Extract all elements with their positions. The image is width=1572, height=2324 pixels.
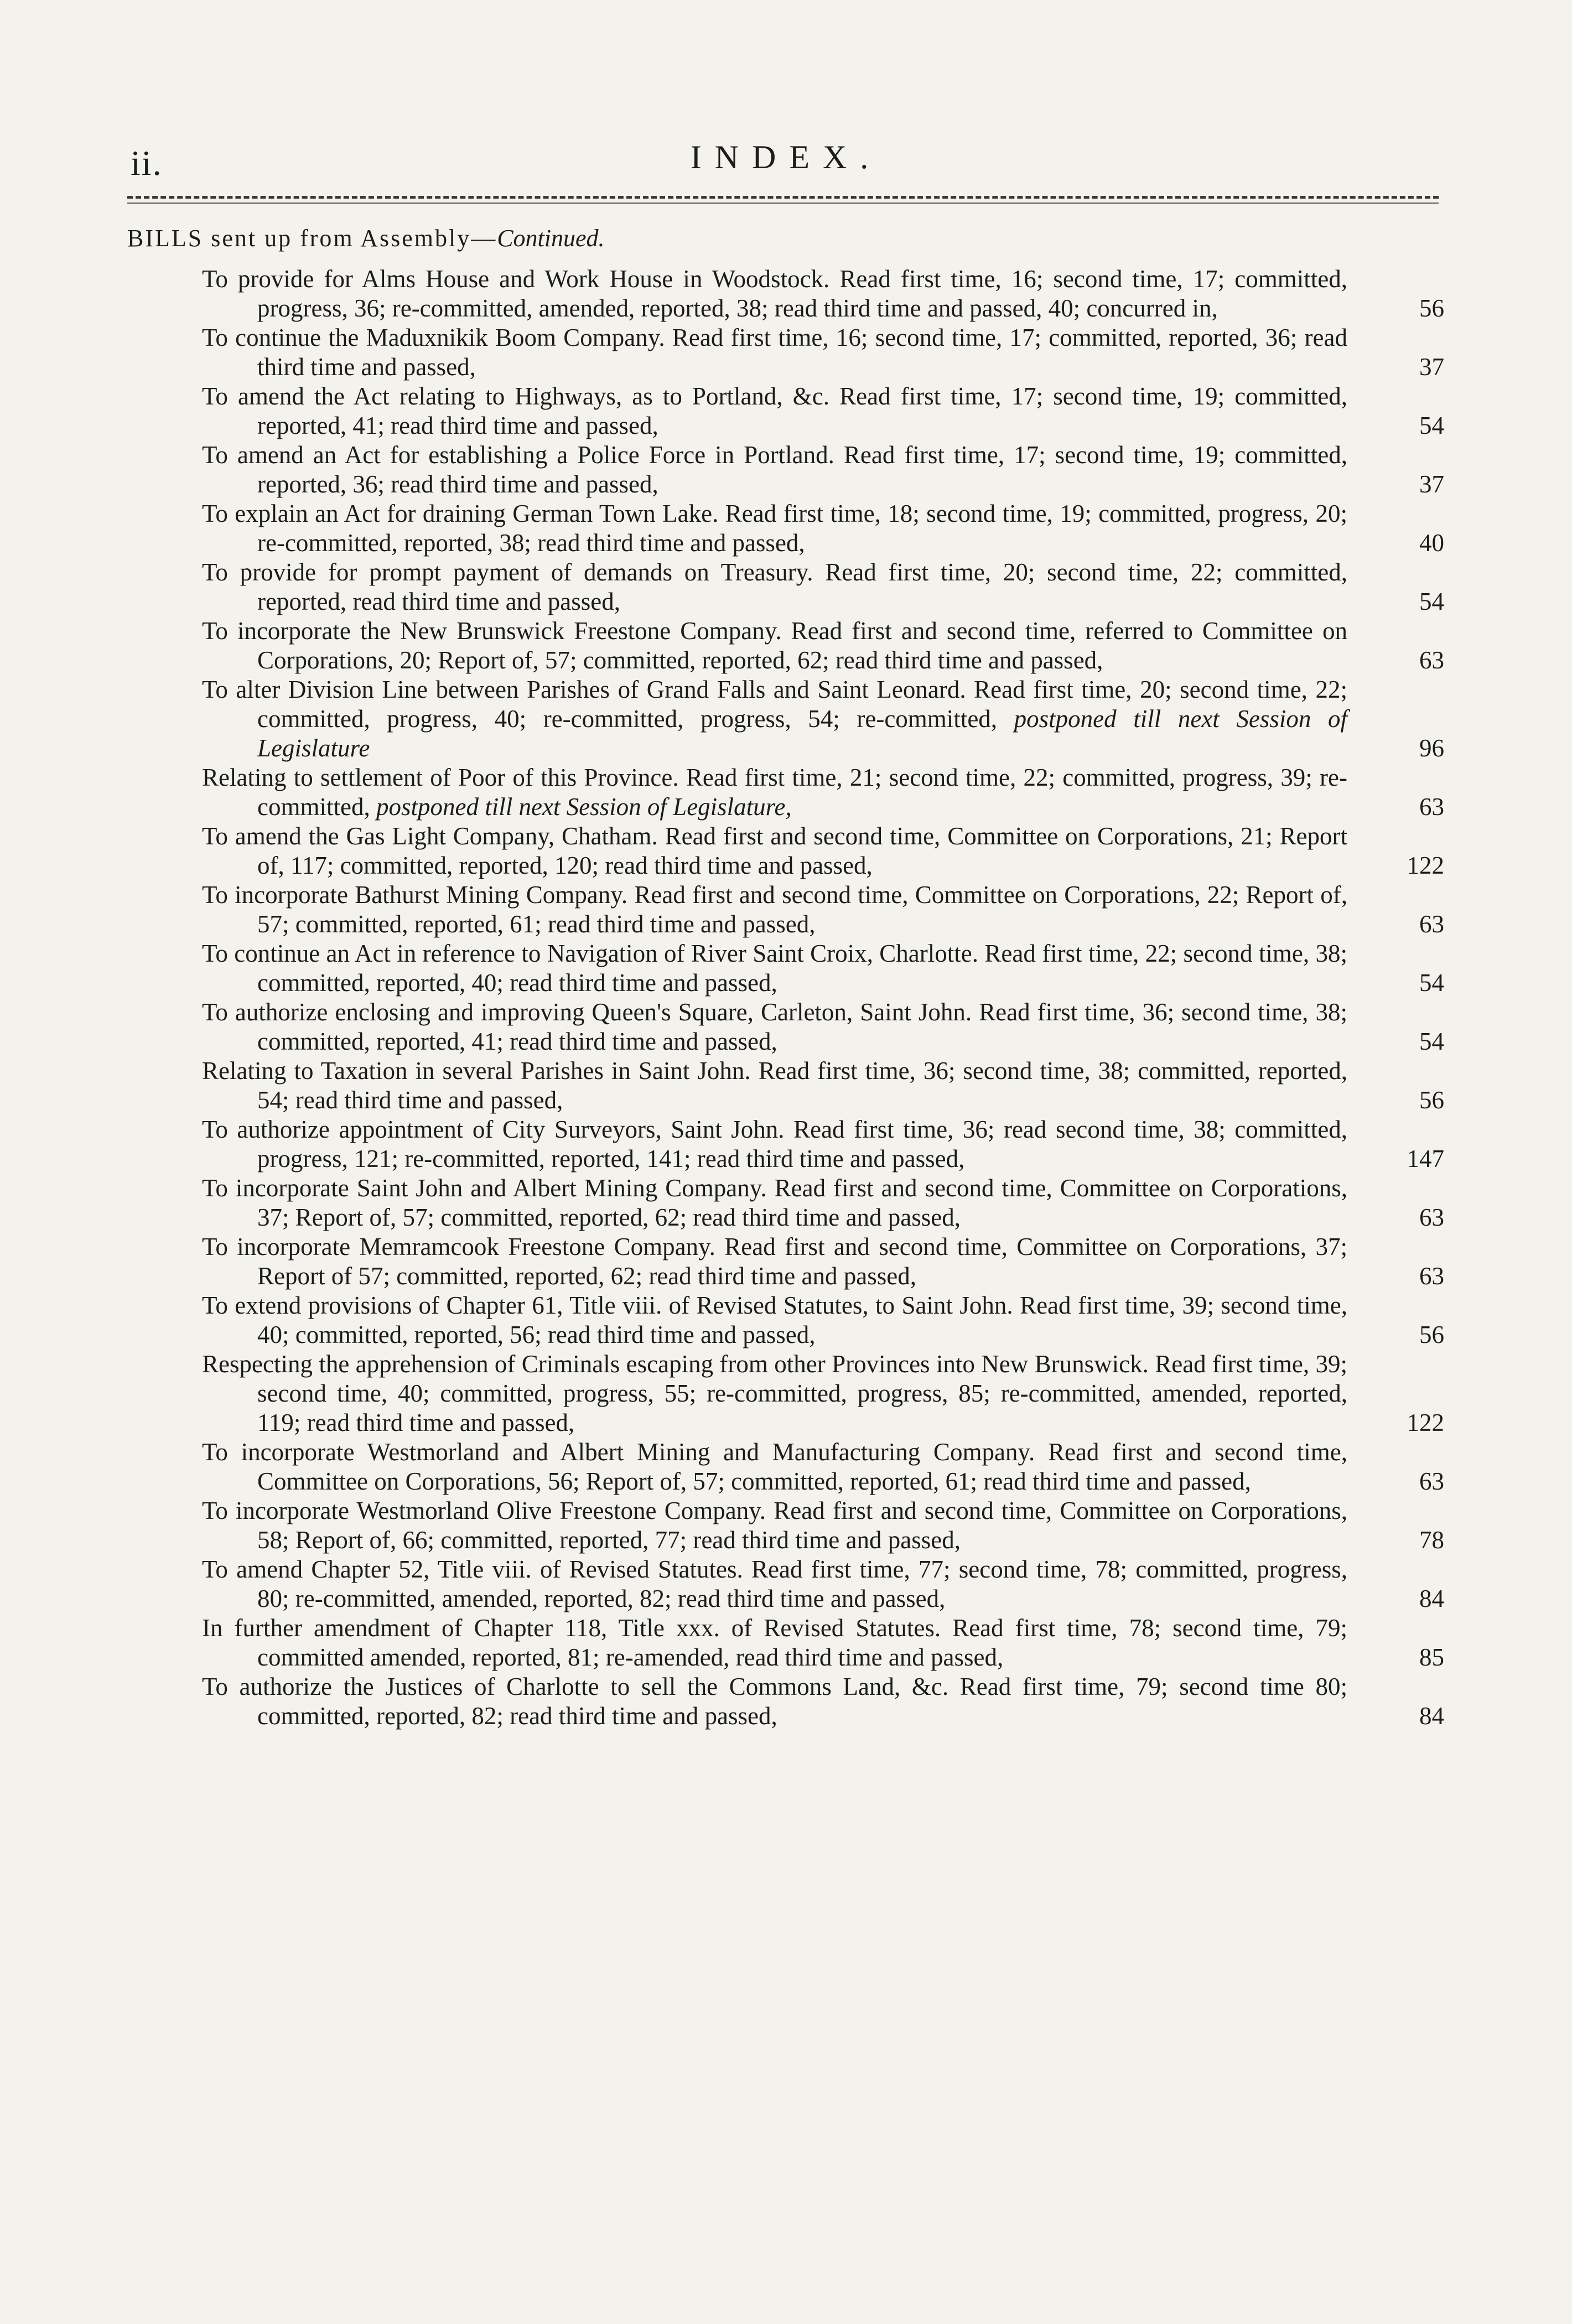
index-entry-italic: postponed till next Session of Legislature (257, 705, 1347, 762)
index-entry-page: 63 (1419, 793, 1444, 821)
index-entry-text: To continue an Act in reference to Navigation of River Saint Croix, Charlotte. Read first time, 22; second time, 38; committed, reported, 40; read third time and passed, (202, 940, 1347, 997)
index-entry-page: 147 (1407, 1145, 1444, 1173)
index-entries (0, 264, 1572, 1731)
index-entry (202, 558, 1444, 616)
index-entry-text: To amend the Act relating to Highways, as to Portland, &c. Read first time, 17; second time, 19; committed, reported, 41; read third time and passed, (202, 382, 1347, 439)
index-entry (202, 499, 1444, 558)
index-entry-page: 40 (1419, 529, 1444, 557)
index-entry (202, 1174, 1444, 1232)
index-entry-page: 122 (1407, 852, 1444, 879)
running-title: INDEX. (690, 139, 882, 175)
header-rule-thin (127, 203, 1439, 204)
index-entry (202, 440, 1444, 499)
index-entry-page: 54 (1419, 1028, 1444, 1055)
index-entry (202, 1614, 1444, 1672)
section-heading-label: BILLS sent up from Assembly— (127, 225, 497, 252)
index-entry-page: 84 (1419, 1585, 1444, 1612)
section-heading-continued: Continued. (497, 225, 605, 252)
index-entry-text: To incorporate Bathurst Mining Company. Read first and second time, Committee on Corporations, 22; Report of, 57; committed, reported, 61; read third time and passed, (202, 881, 1347, 938)
index-entry-text: To extend provisions of Chapter 61, Title viii. of Revised Statutes, to Saint John. Read first time, 39; second time, 40; committed, reported, 56; read third time and passed, (202, 1291, 1347, 1348)
index-entry-text: To incorporate Saint John and Albert Mining Company. Read first and second time, Committee on Corporations, 37; Report of, 57; committed, reported, 62; read third time and passed, (202, 1174, 1347, 1231)
index-entry-text: To alter Division Line between Parishes of Grand Falls and Saint Leonard. Read first time, 20; second time, 22; committed, progress, 40; re-committed, progress, 54; re-committed, postponed till next Session of Legislature (202, 676, 1347, 762)
index-entry-text: To amend Chapter 52, Title viii. of Revised Statutes. Read first time, 77; second time, 78; committed, progress, 80; re-committed, amended, reported, 82; read third time and passed, (202, 1555, 1347, 1612)
index-entry (202, 1438, 1444, 1496)
index-entry-text: To incorporate Westmorland and Albert Mining and Manufacturing Company. Read first and second time, Committee on Corporations, 56; Report of, 57; committed, reported, 61; read third time and passed, (202, 1438, 1347, 1495)
index-entry-text: To incorporate the New Brunswick Freestone Company. Read first and second time, referred to Committee on Corporations, 20; Report of, 57; committed, reported, 62; read third time and passed, (202, 617, 1347, 674)
index-entry (202, 939, 1444, 998)
index-entry (202, 1672, 1444, 1731)
index-entry-text: To explain an Act for draining German Town Lake. Read first time, 18; second time, 19; committed, progress, 20; re-committed, reported, 38; read third time and passed, (202, 500, 1347, 557)
index-entry-page: 54 (1419, 412, 1444, 439)
index-entry (202, 880, 1444, 939)
index-entry-text: In further amendment of Chapter 118, Title xxx. of Revised Statutes. Read first time, 78; second time, 79; committed amended, reported, 81; re-amended, read third time and passed, (202, 1614, 1347, 1671)
index-entry (202, 998, 1444, 1056)
index-entry (202, 1056, 1444, 1115)
index-entry (202, 1115, 1444, 1174)
index-entry-page: 78 (1419, 1526, 1444, 1554)
index-entry-page: 84 (1419, 1702, 1444, 1730)
index-entry-text: To incorporate Memramcook Freestone Company. Read first and second time, Committee on Corporations, 37; Report of 57; committed, reported, 62; read third time and passed, (202, 1233, 1347, 1290)
index-entry-text: Respecting the apprehension of Criminals escaping from other Provinces into New Brunswick. Read first time, 39; second time, 40; committed, progress, 55; re-committed, progress, 85; re-committed, amended, reported, 119; read third time and passed, (202, 1350, 1347, 1436)
index-entry (202, 1555, 1444, 1614)
index-entry-text: To continue the Maduxnikik Boom Company. Read first time, 16; second time, 17; committed, reported, 36; read third time and passed, (202, 324, 1347, 381)
index-entry (202, 1350, 1444, 1438)
index-entry-text: To incorporate Westmorland Olive Freestone Company. Read first and second time, Committee on Corporations, 58; Report of, 66; committed, reported, 77; read third time and passed, (202, 1497, 1347, 1554)
index-entry-page: 56 (1419, 294, 1444, 322)
index-entry-page: 37 (1419, 470, 1444, 498)
header-rule (127, 196, 1439, 199)
index-entry-text: Relating to settlement of Poor of this Province. Read first time, 21; second time, 22; committed, progress, 39; re-committed, postponed till next Session of Legislature, (202, 764, 1347, 821)
section-heading (127, 224, 605, 253)
index-entry (202, 382, 1444, 440)
index-entry-page: 37 (1419, 353, 1444, 381)
index-entry-text: To provide for Alms House and Work House in Woodstock. Read first time, 16; second time, 17; committed, progress, 36; re-committed, amended, reported, 38; read third time and passed, 40; concurred in, (202, 265, 1347, 322)
index-entry-page: 96 (1419, 734, 1444, 762)
index-entry-page: 54 (1419, 969, 1444, 997)
page-number: ii. (131, 143, 163, 183)
index-entry-page: 56 (1419, 1086, 1444, 1114)
index-entry-page: 122 (1407, 1409, 1444, 1436)
index-entry-text: To amend an Act for establishing a Police Force in Portland. Read first time, 17; second time, 19; committed, reported, 36; read third time and passed, (202, 441, 1347, 498)
index-entry (202, 264, 1444, 323)
index-entry-page: 54 (1419, 588, 1444, 615)
index-entry-page: 63 (1419, 1262, 1444, 1290)
index-entry-text: To amend the Gas Light Company, Chatham. Read first and second time, Committee on Corporations, 21; Report of, 117; committed, reported, 120; read third time and passed, (202, 822, 1347, 879)
index-entry-page: 56 (1419, 1321, 1444, 1348)
index-entry-text: To authorize enclosing and improving Queen's Square, Carleton, Saint John. Read first time, 36; second time, 38; committed, reported, 41; read third time and passed, (202, 998, 1347, 1055)
index-entry (202, 323, 1444, 382)
index-entry-italic: postponed till next Session of Legislature, (376, 793, 792, 821)
index-entry-page: 63 (1419, 910, 1444, 938)
index-entry-text: To authorize the Justices of Charlotte to sell the Commons Land, &c. Read first time, 79; second time 80; committed, reported, 82; read third time and passed, (202, 1673, 1347, 1730)
index-entry (202, 1232, 1444, 1291)
index-entry-page: 63 (1419, 1204, 1444, 1231)
index-entry-page: 63 (1419, 1467, 1444, 1495)
index-entry (202, 822, 1444, 880)
index-entry-text: To provide for prompt payment of demands on Treasury. Read first time, 20; second time, 22; committed, reported, read third time and passed, (202, 558, 1347, 615)
index-entry-text: To authorize appointment of City Surveyors, Saint John. Read first time, 36; read second time, 38; committed, progress, 121; re-committed, reported, 141; read third time and passed, (202, 1116, 1347, 1173)
index-entry (202, 1291, 1444, 1350)
index-entry-page: 85 (1419, 1643, 1444, 1671)
index-entry (202, 763, 1444, 822)
index-entry (202, 675, 1444, 763)
index-entry-page: 63 (1419, 646, 1444, 674)
index-entry (202, 616, 1444, 675)
index-entry-text: Relating to Taxation in several Parishes in Saint John. Read first time, 36; second time, 38; committed, reported, 54; read third time and passed, (202, 1057, 1347, 1114)
index-entry (202, 1496, 1444, 1555)
